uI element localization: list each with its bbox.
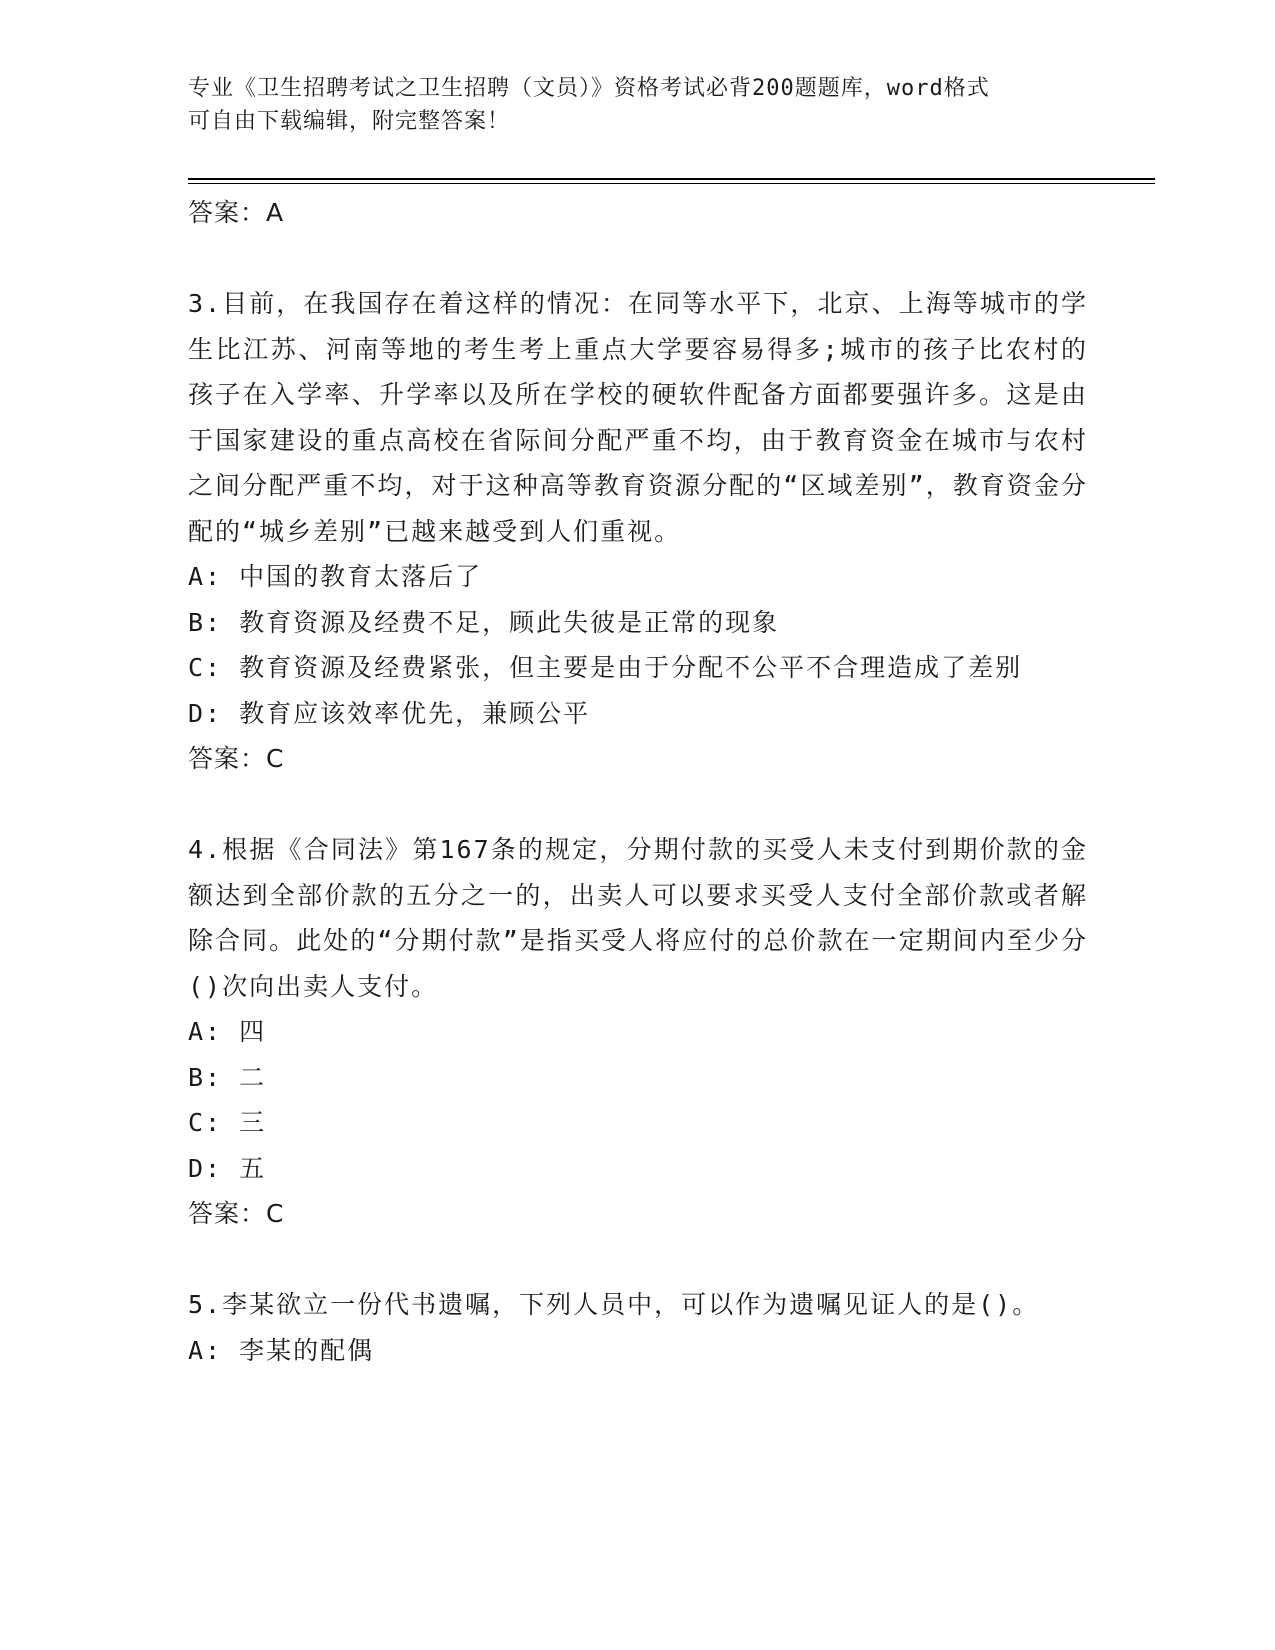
question-4-option-b: B: 二 [188, 1062, 267, 1092]
page-header [188, 72, 1068, 138]
question-4-option-d: D: 五 [188, 1153, 267, 1183]
answer-previous: 答案：A [188, 198, 285, 227]
document-body [188, 190, 1088, 1373]
question-4-option-c: C: 三 [188, 1108, 267, 1137]
question-4-option-a: A: 四 [188, 1017, 267, 1046]
question-3-answer: 答案：C [188, 744, 285, 773]
question-3-option-b: B: 教育资源及经费不足，顾此失彼是正常的现象 [188, 607, 780, 637]
question-3-option-d: D: 教育应该效率优先，兼顾公平 [188, 698, 591, 728]
spacer [188, 782, 1088, 828]
question-5-text: 5.李某欲立一份代书遗嘱，下列人员中，可以作为遗嘱见证人的是()。 [188, 1290, 1040, 1319]
header-rule-thick [188, 178, 1155, 180]
spacer [188, 1237, 1088, 1283]
question-3-text: 3.目前，在我国存在着这样的情况：在同等水平下，北京、上海等城市的学生比江苏、河南等地的考生考上重点大学要容易得多;城市的孩子比农村的孩子在入学率、升学率以及所在学校的硬软件配备方面都要强许多。这是由于国家建设的重点高校在省际间分配严重不均，由于教育资金在城市与农村之间分配严重不均，对于这种高等教育资源分配的“区域差别”，教育资金分配的“城乡差别”已越来越受到人们重视。 [188, 289, 1088, 546]
question-5-option-a: A: 李某的配偶 [188, 1335, 375, 1365]
header-line-2: 可自由下载编辑，附完整答案！ [188, 109, 511, 134]
question-4-text: 4.根据《合同法》第167条的规定，分期付款的买受人未支付到期价款的金额达到全部价款的五分之一的，出卖人可以要求买受人支付全部价款或者解除合同。此处的“分期付款”是指买受人将应付的总价款在一定期间内至少分()次向出卖人支付。 [188, 835, 1088, 1001]
header-rule-thin [188, 183, 1155, 184]
question-4-answer: 答案：C [188, 1199, 285, 1228]
header-line-1: 专业《卫生招聘考试之卫生招聘（文员）》资格考试必背200题题库，word格式 [188, 76, 990, 101]
question-3-option-c: C: 教育资源及经费紧张，但主要是由于分配不公平不合理造成了差别 [188, 653, 1023, 682]
question-3-option-a: A: 中国的教育太落后了 [188, 562, 483, 591]
spacer [188, 236, 1088, 282]
